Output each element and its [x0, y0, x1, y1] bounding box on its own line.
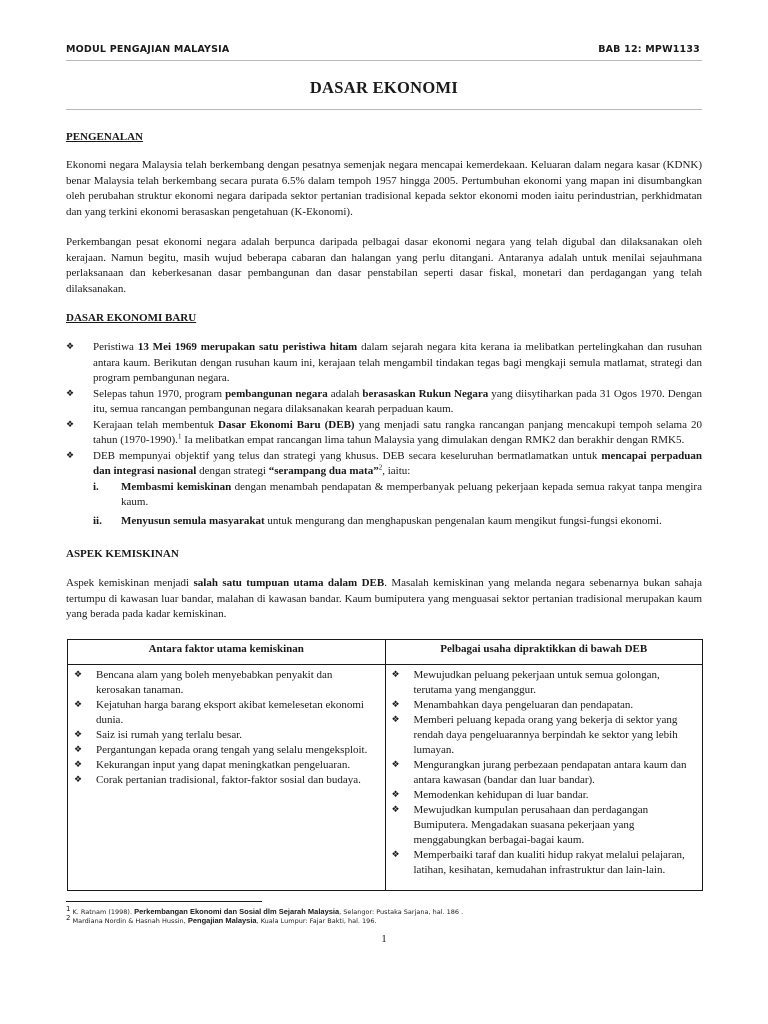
footnote-separator — [66, 901, 262, 902]
table-list-item: ❖ Kekurangan input yang dapat meningkatkan pengeluaran. — [74, 759, 351, 771]
page-title: DASAR EKONOMI — [309, 78, 459, 97]
list-item: ❖ Peristiwa 13 Mei 1969 merupakan satu peristiwa hitam dalam sejarah negara kita kerana ia melibatkan pertelingkahan dan rusuhan antara kaum. Berikutan dengan rusuhan kaum ini, kerajaan telah mengambil tindakan tegas bagi mengkaji semula matlamat, strategi dan program pembangunan negara. — [66, 341, 702, 384]
bullet-diamond-icon: ❖ — [66, 419, 75, 430]
footnote-ref: 1 — [177, 432, 182, 441]
bullet-diamond-icon: ❖ — [66, 342, 75, 352]
heading-aspek-kemiskinan: ASPEK KEMISKINAN — [66, 548, 179, 560]
table-list-item: ❖ Memodenkan kehidupan di luar bandar. — [391, 789, 589, 801]
bullet-diamond-icon: ❖ — [66, 388, 75, 399]
paragraph-text: Ekonomi negara Malaysia telah berkembang dengan pesatnya semenjak negara mencapai kemerdekaan. Keluaran dalam negara kasar (KDNK) benar Malaysia telah berkembang secara purata 6.5% dalam tempoh 1957 hingga 2005. Pertumbuhan ekonomi yang mapan ini disumbangkan oleh perubahan struktur ekonomi negara daripada sektor pertanian tradisional kepada sektor ekonomi moden iaitu perindustrian, perkhidmatan dan yang terkini ekonomi berasaskan pengetahuan (K-Ekonomi). — [66, 159, 702, 218]
bullet-diamond-icon: ❖ — [391, 715, 400, 725]
bullet-diamond-icon: ❖ — [66, 450, 75, 461]
table-list-item: ❖ Pergantungan kepada orang tengah yang selalu mengeksploit. — [74, 744, 368, 756]
running-header-left: MODUL PENGAJIAN MALAYSIA — [66, 44, 230, 55]
table-list-item: ❖ Corak pertanian tradisional, faktor-faktor sosial dan budaya. — [74, 774, 361, 786]
list-item: ❖ Selepas tahun 1970, program pembangunan negara adalah berasaskan Rukun Negara yang diisytiharkan pada 31 Ogos 1970. Dengan itu, semua rancangan pembangunan negara dilaksanakan kearah perpaduan kaum. — [66, 387, 703, 415]
heading-pengenalan: PENGENALAN — [66, 131, 144, 143]
bullet-diamond-icon: ❖ — [391, 790, 400, 800]
bullet-diamond-icon: ❖ — [74, 760, 83, 770]
list-item: ❖ DEB mempunyai objektif yang telus dan strategi yang khusus. DEB secara keseluruhan bermatlamatkan untuk mencapai perpaduan dan integrasi nasional dengan strategi “serampang dua mata”$^2$, iaitu: — [66, 449, 702, 477]
page-number: 1 — [381, 933, 387, 945]
table-list-item: ❖ Mewujudkan kumpulan perusahaan dan perdagangan Bumiputera. Mengadakan suasana pekerjaan yang menggabungkan berbagai-bagai kaum. — [391, 804, 649, 846]
table-list-item: ❖ Kejatuhan harga barang eksport akibat kemelesetan ekonomi dunia. — [74, 699, 364, 726]
paragraph-pengenalan-2 — [66, 235, 702, 297]
bullet-diamond-icon: ❖ — [391, 805, 400, 815]
table-list-item: ❖ Menambahkan daya pengeluaran dan pendapatan. — [391, 699, 634, 711]
paragraph-text: Perkembangan pesat ekonomi negara adalah berpunca daripada pelbagai dasar ekonomi negara yang telah digubal dan dilaksanakan oleh kerajaan. Namun begitu, masih wujud beberapa cabaran dan halangan yang perlu ditangani. Antaranya adalah untuk menilai sejauhmana perlaksanaan dan keberkesanan dasar pembangunan dan dasar penstabilan seperti dasar fiskal, monetari dan perdagangan yang telah dilaksanakan. — [66, 236, 702, 295]
title-rule — [66, 109, 702, 110]
bullet-diamond-icon: ❖ — [74, 700, 83, 710]
table-cell-faktor-list — [68, 665, 386, 891]
list-item: ❖ Kerajaan telah membentuk Dasar Ekonomi Baru (DEB) yang menjadi satu rangka rancangan panjang mencakupi tempoh selama 20 tahun (1970-1990).$^1$ Ia melibatkan empat rancangan lima tahun Malaysia yang dimulakan dengan RMK2 dan berakhir dengan RMK5. — [66, 418, 702, 446]
running-header-right: BAB 12: MPW1133 — [598, 44, 700, 55]
sub-item-number: ii. — [93, 514, 102, 527]
header-rule — [66, 60, 702, 61]
table-list-item: ❖ Memperbaiki taraf dan kualiti hidup rakyat melalui pelajaran, latihan, kesihatan, kemudahan infrastruktur dan lain-lain. — [391, 849, 685, 876]
kemiskinan-table — [67, 639, 703, 891]
table-list-item: ❖ Mewujudkan peluang pekerjaan untuk semua golongan, terutama yang menganggur. — [391, 669, 660, 696]
sub-item-number: i. — [93, 480, 99, 493]
footnote-2: $^2$ Mardiana Nordin & Hasnah Hussin, Pengajian Malaysia, Kuala Lumpur: Fajar Bakti, hal. 196. — [66, 913, 377, 925]
deb-bullet-list — [66, 340, 702, 529]
bullet-diamond-icon: ❖ — [391, 850, 400, 860]
sub-list-item: i. Membasmi kemiskinan dengan menambah pendapatan & memperbanyak peluang pekerjaan kepada semua rakyat tanpa mengira kaum. — [93, 480, 702, 508]
table-list-item: ❖ Memberi peluang kepada orang yang bekerja di sektor yang rendah daya pengeluarannya berpindah ke sektor yang lebih lumayan. — [391, 714, 678, 756]
bullet-diamond-icon: ❖ — [74, 775, 83, 785]
paragraph-text: Aspek kemiskinan menjadi salah satu tumpuan utama dalam DEB. Masalah kemiskinan yang melanda negara sebenarnya bukan sahaja tertumpu di kawasan luar bandar, malahan di kawasan bandar. Kaum bumiputera yang menguasai sektor pertanian tradisional merupakan kaum yang berada pada kadar kemiskinan. — [66, 577, 702, 620]
footnote-1: $^1$ K. Ratnam (1998). Perkembangan Ekonomi dan Sosial dlm Sejarah Malaysia, Selangor: Pustaka Sarjana, hal. 186 . — [66, 904, 464, 916]
bullet-diamond-icon: ❖ — [391, 700, 400, 710]
table-list-item: ❖ Bencana alam yang boleh menyebabkan penyakit dan kerosakan tanaman. — [74, 669, 333, 696]
table-list-item: ❖ Mengurangkan jurang perbezaan pendapatan antara kaum dan antara kawasan (bandar dan luar bandar). — [391, 759, 687, 786]
paragraph-pengenalan-1 — [66, 158, 702, 220]
bullet-diamond-icon: ❖ — [74, 670, 83, 680]
bullet-diamond-icon: ❖ — [391, 760, 400, 770]
table-cell-usaha-list — [385, 665, 703, 891]
bullet-diamond-icon: ❖ — [74, 745, 83, 755]
heading-deb: DASAR EKONOMI BARU — [66, 312, 197, 324]
footnote-ref: 2 — [378, 463, 383, 472]
table-list-item: ❖ Saiz isi rumah yang terlalu besar. — [74, 729, 243, 741]
bullet-diamond-icon: ❖ — [74, 730, 83, 740]
table-header-faktor: Antara faktor utama kemiskinan — [68, 640, 386, 665]
table-header-usaha: Pelbagai usaha dipraktikkan di bawah DEB — [385, 640, 703, 665]
bullet-diamond-icon: ❖ — [391, 670, 400, 680]
paragraph-kemiskinan — [66, 576, 702, 623]
sub-list-item: ii. Menyusun semula masyarakat untuk mengurang dan menghapuskan pengenalan kaum mengikut fungsi-fungsi ekonomi. — [66, 514, 702, 530]
